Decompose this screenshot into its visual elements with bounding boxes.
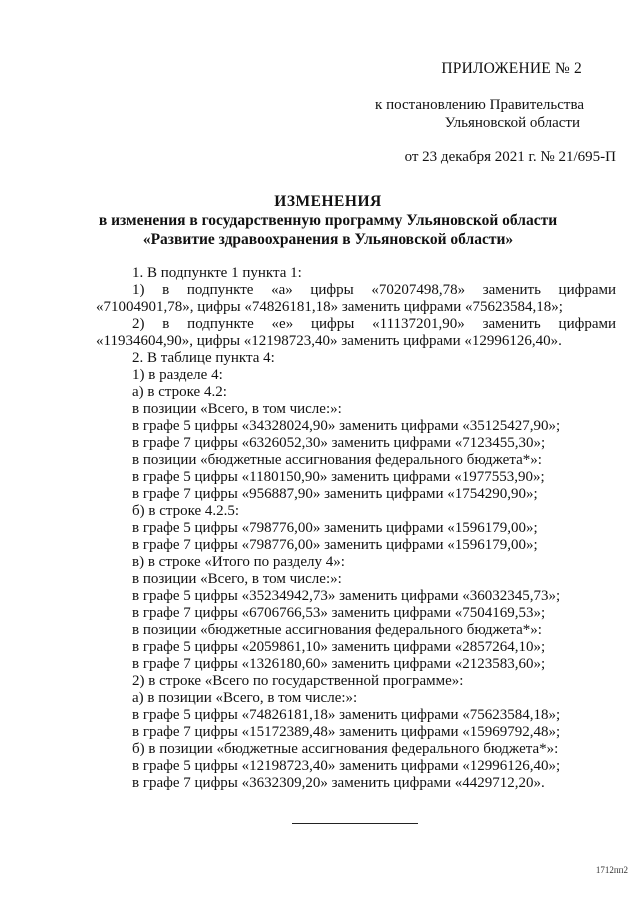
body-line: в графе 7 цифры «6326052,30» заменить цифрами «7123455,30»; [132, 435, 546, 451]
closing-separator-line [292, 823, 418, 824]
body-line: 1. В подпункте 1 пункта 1: [132, 265, 302, 281]
document-subtitle-line1: в изменения в государственную программу Ульяновской области [98, 212, 558, 229]
body-line: 1) в разделе 4: [132, 367, 223, 383]
body-line: а) в позиции «Всего, в том числе:»: [132, 690, 358, 706]
body-line: в графе 5 цифры «12198723,40» заменить цифрами «12996126,40»; [132, 758, 561, 774]
body-line: в графе 5 цифры «1180150,90» заменить цифрами «1977553,90»; [132, 469, 545, 485]
document-code: 1712пп2 [595, 865, 628, 875]
body-line: в графе 5 цифры «34328024,90» заменить цифрами «35125427,90»; [132, 418, 561, 434]
body-line: б) в позиции «бюджетные ассигнования федерального бюджета*»: [132, 741, 559, 757]
body-line: в графе 5 цифры «798776,00» заменить цифрами «1596179,00»; [132, 520, 538, 536]
body-line: в позиции «Всего, в том числе:»: [132, 571, 342, 587]
body-line: в) в строке «Итого по разделу 4»: [132, 554, 345, 570]
body-line: б) в строке 4.2.5: [132, 503, 240, 519]
body-line: «71004901,78», цифры «74826181,18» заменить цифрами «75623584,18»; [96, 299, 563, 315]
body-line: в позиции «бюджетные ассигнования федерального бюджета*»: [132, 452, 542, 468]
body-line: в графе 7 цифры «798776,00» заменить цифрами «1596179,00»; [132, 537, 538, 553]
body-line: «11934604,90», цифры «12198723,40» заменить цифрами «12996126,40». [96, 333, 562, 349]
body-line: 2) в подпункте «е» цифры «11137201,90» заменить цифрами [132, 316, 616, 332]
body-line: в графе 5 цифры «2059861,10» заменить цифрами «2857264,10»; [132, 639, 546, 655]
region-name: Ульяновской области [444, 115, 580, 131]
body-line: в графе 7 цифры «956887,90» заменить цифрами «1754290,90»; [132, 486, 538, 502]
body-line: 2) в строке «Всего по государственной программе»: [132, 673, 464, 689]
document-body [96, 265, 616, 792]
body-line: в позиции «Всего, в том числе:»: [132, 401, 342, 417]
body-line: в графе 5 цифры «35234942,73» заменить цифрами «36032345,73»; [132, 588, 561, 604]
body-line: 1) в подпункте «а» цифры «70207498,78» заменить цифрами [132, 282, 616, 298]
appendix-label: ПРИЛОЖЕНИЕ № 2 [441, 60, 582, 77]
resolution-reference: к постановлению Правительства [375, 97, 584, 113]
body-line: в графе 7 цифры «3632309,20» заменить цифрами «4429712,20». [132, 775, 545, 791]
body-line: 2. В таблице пункта 4: [132, 350, 275, 366]
body-line: в графе 7 цифры «15172389,48» заменить цифрами «15969792,48»; [132, 724, 561, 740]
document-subtitle-line2: «Развитие здравоохранения в Ульяновской области» [142, 231, 514, 248]
body-line: в графе 7 цифры «6706766,53» заменить цифрами «7504169,53»; [132, 605, 546, 621]
body-line: в графе 7 цифры «1326180,60» заменить цифрами «2123583,60»; [132, 656, 546, 672]
body-line: а) в строке 4.2: [132, 384, 227, 400]
document-title: ИЗМЕНЕНИЯ [274, 193, 382, 210]
body-line: в графе 5 цифры «74826181,18» заменить цифрами «75623584,18»; [132, 707, 561, 723]
resolution-date-number: от 23 декабря 2021 г. № 21/695-П [404, 149, 616, 165]
body-line: в позиции «бюджетные ассигнования федерального бюджета*»: [132, 622, 542, 638]
